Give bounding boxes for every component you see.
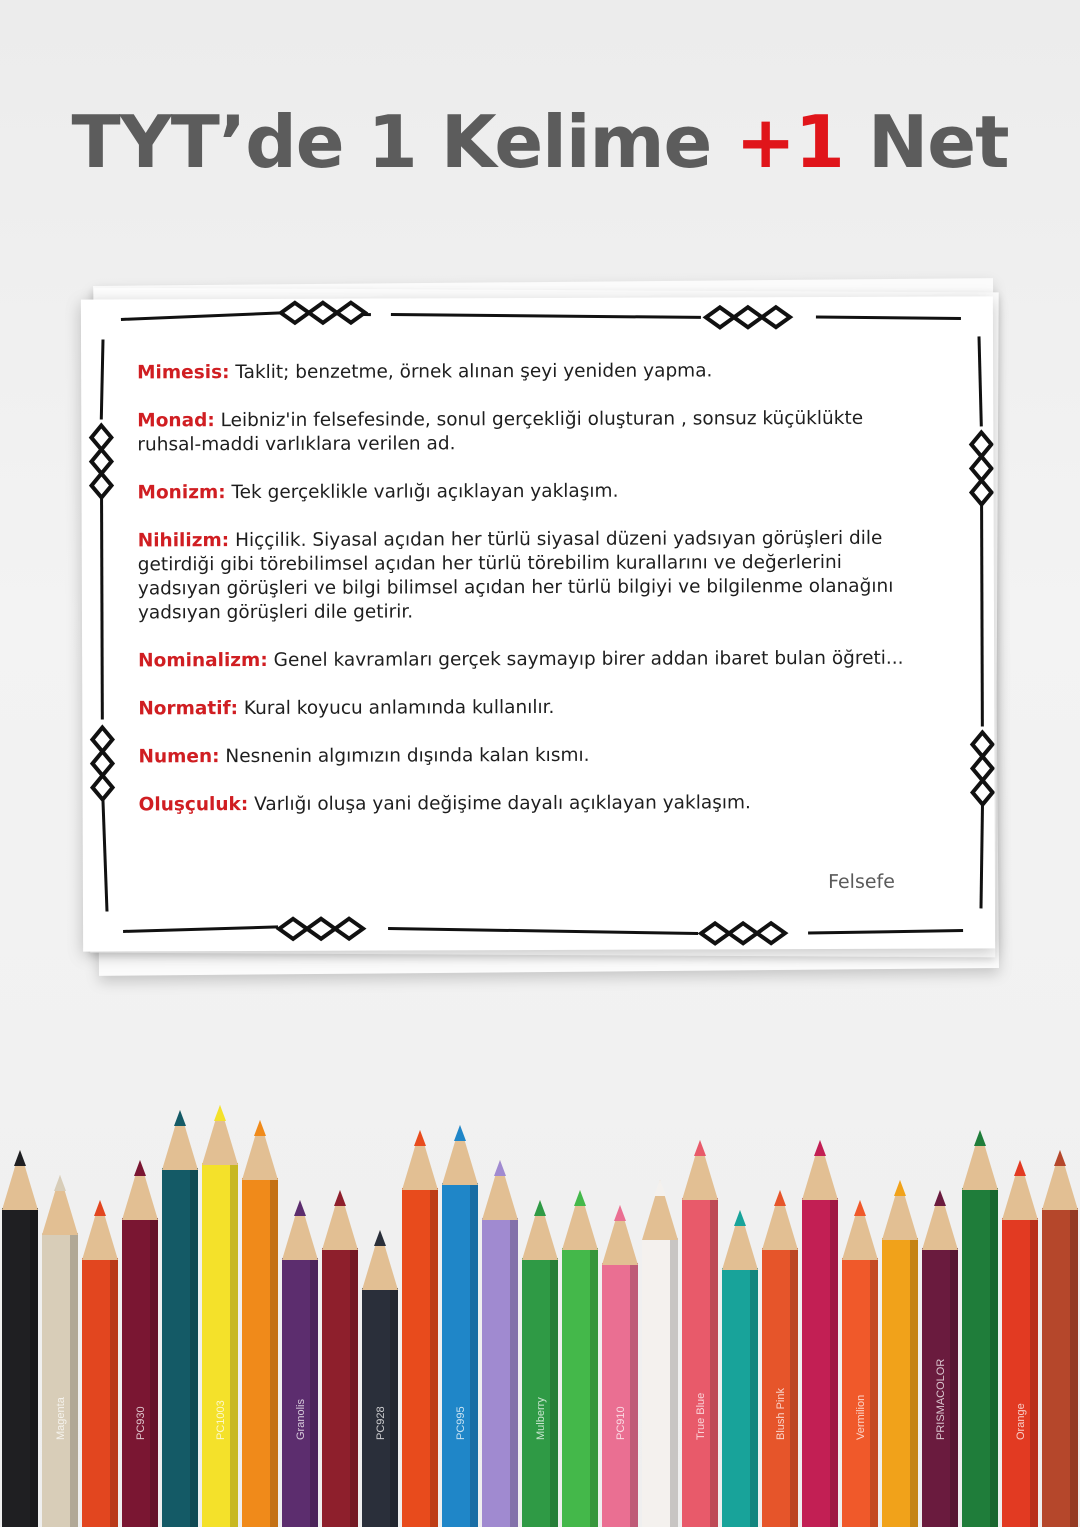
entry-monad — [137, 407, 917, 458]
pencil-lead — [1054, 1150, 1066, 1166]
pencil-shade — [270, 1178, 278, 1527]
pencil-lead — [334, 1190, 346, 1206]
entry-definition: Tek gerçeklikle varlığı açıklayan yaklaşım. — [225, 480, 619, 504]
title-part2: Net — [843, 100, 1009, 184]
pencil-shade — [510, 1218, 518, 1527]
pencil-shade — [910, 1238, 918, 1527]
entry-olusculuk — [139, 791, 919, 818]
pencil-label: True Blue — [695, 1392, 707, 1440]
pencil-label: PC930 — [135, 1406, 147, 1440]
pencil-lead — [894, 1180, 906, 1196]
entry-term: Numen: — [138, 746, 220, 768]
entry-term: Nominalizm: — [138, 649, 268, 672]
entry-term: Monizm: — [137, 482, 226, 504]
pencil — [162, 1110, 198, 1527]
subject-label: Felsefe — [828, 870, 895, 893]
pencil-label: Granolis — [295, 1399, 307, 1440]
pencil-shade — [1070, 1208, 1078, 1527]
pencil-label: PC1003 — [215, 1400, 227, 1440]
page-title — [0, 100, 1080, 184]
pencil-lead — [414, 1130, 426, 1146]
entry-nominalizm — [138, 647, 918, 674]
pencil-lead — [14, 1150, 26, 1166]
entry-term: Normatif: — [138, 698, 239, 720]
pencil-label: PRISMACOLOR — [935, 1358, 947, 1440]
pencil — [242, 1120, 278, 1527]
pencil-lead — [94, 1200, 106, 1216]
entry-numen — [138, 743, 918, 770]
pencil-shade — [550, 1258, 558, 1527]
pencil-label: PC995 — [455, 1406, 467, 1440]
pencil — [42, 1175, 78, 1527]
colored-pencils-photo — [0, 1080, 1080, 1527]
entry-definition: Taklit; benzetme, örnek alınan şeyi yeniden yapma. — [229, 360, 713, 384]
pencil-lead — [694, 1140, 706, 1156]
pencil — [522, 1200, 558, 1527]
pencil-label: Mulberry — [535, 1397, 547, 1440]
pencil-lead — [1014, 1160, 1026, 1176]
pencil — [602, 1205, 638, 1527]
entry-definition: Hiççilik. Siyasal açıdan her türlü siyasal düzeni yadsıyan görüşleri dile getirdiği gibi törebilimsel açıdan her türlü törebilim kurallarını ve değerlerini yadsıyan görüşleri ve bilgi bilimsel açıdan her türlü bilgiyi ve bilgilenme olanağını yadsıyan görüşleri dile getirir. — [137, 527, 894, 624]
pencil-shade — [990, 1188, 998, 1527]
pencil-shade — [390, 1288, 398, 1527]
pencil-shade — [1030, 1218, 1038, 1527]
pencil-shade — [190, 1168, 198, 1527]
pencil — [482, 1160, 518, 1527]
entry-definition: Genel kavramları gerçek saymayıp birer addan ibaret bulan öğreti... — [267, 647, 904, 671]
pencil-lead — [734, 1210, 746, 1226]
entry-definition: Varlığı oluşa yani değişime dayalı açıklayan yaklaşım. — [248, 792, 751, 816]
pencil-lead — [54, 1175, 66, 1191]
pencil — [802, 1140, 838, 1527]
pencil-shade — [110, 1258, 118, 1527]
entry-normatif — [138, 695, 918, 722]
pencil-lead — [854, 1200, 866, 1216]
pencil-shade — [30, 1208, 38, 1527]
pencil — [682, 1140, 718, 1527]
pencil-label: PC910 — [615, 1406, 627, 1440]
pencil-lead — [494, 1160, 506, 1176]
pencil-lead — [574, 1190, 586, 1206]
entry-term: Monad: — [137, 410, 215, 432]
pencil — [722, 1210, 758, 1527]
pencil-shade — [230, 1163, 238, 1527]
pencil — [2, 1150, 38, 1527]
pencil-shade — [70, 1233, 78, 1527]
entry-term: Mimesis: — [137, 362, 230, 384]
pencil — [122, 1160, 158, 1527]
pencil-lead — [774, 1190, 786, 1206]
pencil-lead — [814, 1140, 826, 1156]
pencil-shade — [710, 1198, 718, 1527]
pencil — [922, 1190, 958, 1527]
pencil-shade — [870, 1258, 878, 1527]
pencil-label: Blush Pink — [775, 1388, 787, 1440]
pencil-lead — [174, 1110, 186, 1126]
pencil-lead — [654, 1180, 666, 1196]
pencil — [442, 1125, 478, 1527]
entry-definition: Kural koyucu anlamında kullanılır. — [237, 696, 555, 720]
pencil-shade — [830, 1198, 838, 1527]
entry-nihilizm — [138, 527, 918, 626]
pencil-shade — [630, 1263, 638, 1527]
pencil-label: PC928 — [375, 1406, 387, 1440]
entry-monizm — [137, 479, 917, 506]
pencil — [282, 1200, 318, 1527]
pencil-shade — [750, 1268, 758, 1527]
entry-mimesis — [137, 359, 917, 386]
pencil-shade — [790, 1248, 798, 1527]
pencil — [1002, 1160, 1038, 1527]
pencil-shade — [950, 1248, 958, 1527]
pencil-lead — [294, 1200, 306, 1216]
pencil — [562, 1190, 598, 1527]
pencil-shade — [590, 1248, 598, 1527]
pencil — [402, 1130, 438, 1527]
pencil-lead — [534, 1200, 546, 1216]
pencil-shade — [310, 1258, 318, 1527]
pencil-lead — [614, 1205, 626, 1221]
pencil — [1042, 1150, 1078, 1527]
pencil — [882, 1180, 918, 1527]
title-part1: TYT’de 1 Kelime — [71, 100, 736, 184]
pencil — [762, 1190, 798, 1527]
pencil-shade — [670, 1238, 678, 1527]
entry-term: Oluşçuluk: — [138, 794, 249, 816]
pencil-lead — [214, 1105, 226, 1121]
pencil — [82, 1200, 118, 1527]
pencil-label: Magenta — [55, 1397, 67, 1440]
pencil — [362, 1230, 398, 1527]
pencil-shade — [430, 1188, 438, 1527]
pencil-lead — [934, 1190, 946, 1206]
definition-list — [137, 359, 919, 842]
pencil-shade — [350, 1248, 358, 1527]
pencil-lead — [134, 1160, 146, 1176]
title-accent: +1 — [735, 100, 844, 184]
pencil-lead — [454, 1125, 466, 1141]
pencil — [322, 1190, 358, 1527]
pencil-lead — [974, 1130, 986, 1146]
pencil-label: Orange — [1015, 1403, 1027, 1440]
pencil — [202, 1105, 238, 1527]
entry-term: Nihilizm: — [137, 530, 230, 552]
pencil-lead — [254, 1120, 266, 1136]
vocabulary-card — [81, 296, 995, 951]
pencil-label: Vermilion — [855, 1394, 867, 1440]
entry-definition: Leibniz'in felsefesinde, sonul gerçekliği oluşturan , sonsuz küçüklükte ruhsal-maddi varlıklara verilen ad. — [137, 407, 864, 456]
pencil-shade — [150, 1218, 158, 1527]
pencil — [962, 1130, 998, 1527]
pencil — [842, 1200, 878, 1527]
pencil-shade — [470, 1183, 478, 1527]
pencil — [642, 1180, 678, 1527]
entry-definition: Nesnenin algımızın dışında kalan kısmı. — [219, 744, 590, 768]
pencil-lead — [374, 1230, 386, 1246]
